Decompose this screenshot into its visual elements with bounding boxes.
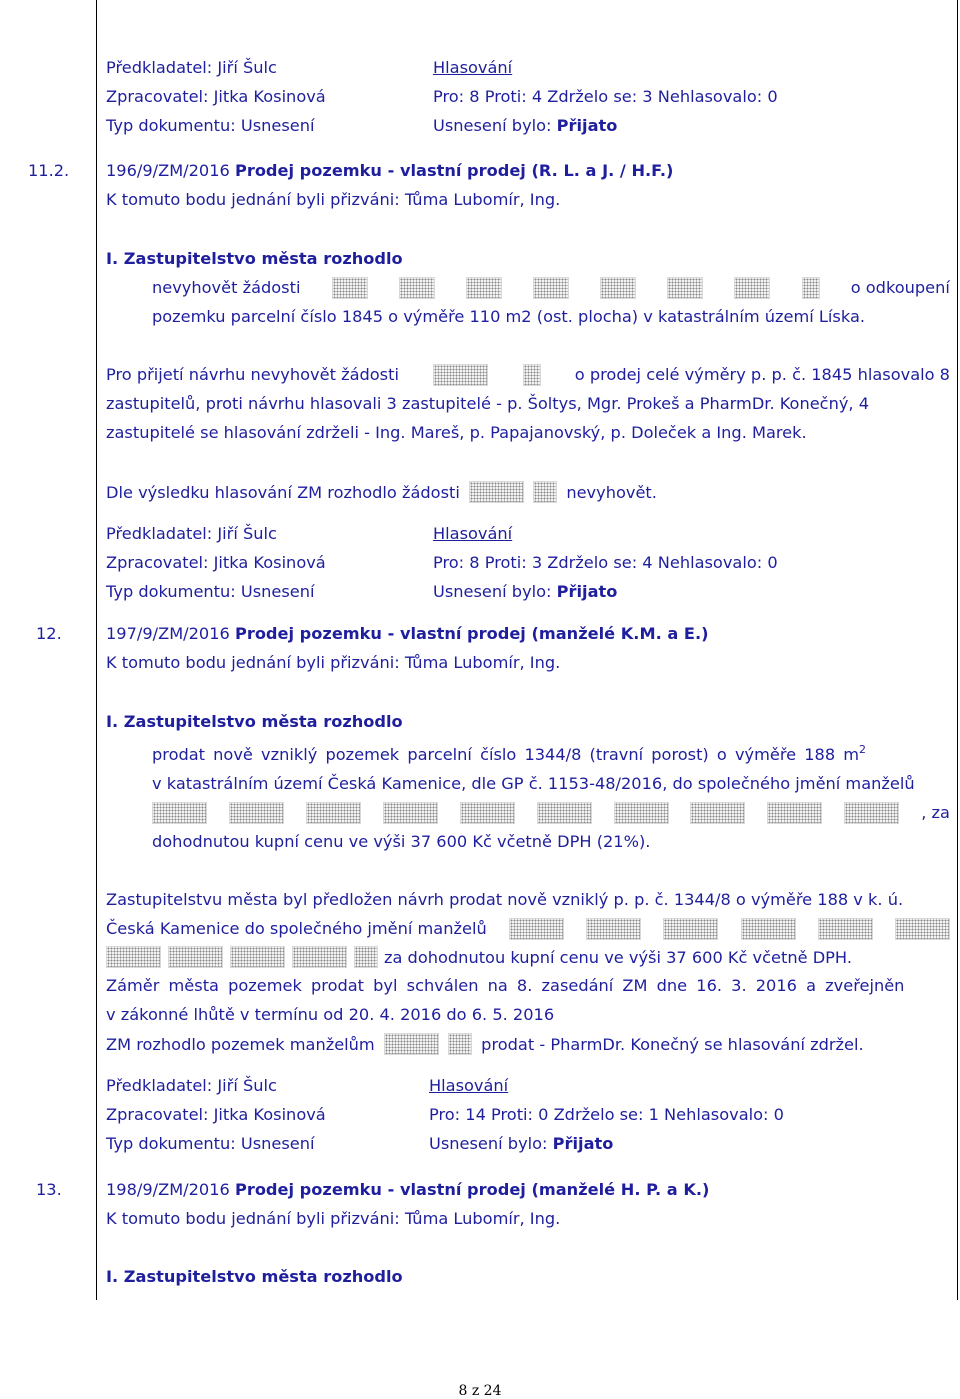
invited-persons: K tomuto bodu jednání byli přizváni: Tůma Lubomír, Ing. (106, 653, 561, 672)
redacted-block (292, 946, 347, 968)
vote-counts: Pro: 14 Proti: 0 Zdrželo se: 1 Nehlasovalo: 0 (429, 1105, 784, 1124)
superscript: 2 (859, 743, 867, 756)
resolution-line: prodat nově vzniklý pozemek parcelní číslo 1344/8 (travní porost) o výměře 188 $m^2$ (152, 743, 867, 764)
vote-note-text: za dohodnutou kupní cenu ve výši 37 600 Kč včetně DPH. (384, 948, 852, 967)
resolution-line: pozemku parcelní číslo 1845 o výměře 110 m2 (ost. plocha) v katastrálním území Líska. (152, 307, 866, 326)
hlasovani-link[interactable]: Hlasování (433, 524, 513, 543)
vote-note-line: Záměr města pozemek prodat byl schválen na 8. zasedání ZM dne 16. 3. 2016 a zveřejněn (106, 976, 905, 995)
item-number: 13. (36, 1180, 62, 1199)
vote-note-line (106, 946, 852, 969)
page-number: 8 z 24 (458, 1383, 502, 1399)
redacted-block (614, 802, 669, 824)
document-type: Typ dokumentu: Usnesení (106, 1134, 315, 1153)
left-border-line (96, 0, 97, 1300)
item-number: 11.2. (28, 161, 70, 180)
document-type: Typ dokumentu: Usnesení (106, 582, 315, 601)
item-heading: 196/9/ZM/2016 Prodej pozemku - vlastní prodej (R. L. a J. / H.F.) (106, 161, 674, 180)
vote-note-text: Pro přijetí návrhu nevyhovět žádosti (106, 365, 399, 384)
redacted-block (509, 918, 564, 940)
redacted-block (466, 277, 502, 299)
resolution-text: nevyhovět žádosti (152, 278, 301, 297)
redacted-block (332, 277, 368, 299)
redacted-block (523, 364, 541, 386)
redacted-block (168, 946, 223, 968)
resolution-line: dohodnutou kupní cenu ve výši 37 600 Kč včetně DPH (21%). (152, 832, 651, 851)
predkladatel-label: Předkladatel: Jiří Šulc (106, 524, 277, 543)
resolution-line (152, 802, 950, 824)
redacted-block (802, 277, 820, 299)
decision-heading: I. Zastupitelstvo města rozhodlo (106, 712, 403, 731)
redacted-block (600, 277, 636, 299)
invited-persons: K tomuto bodu jednání byli přizváni: Tůma Lubomír, Ing. (106, 1209, 561, 1228)
predkladatel-label: Předkladatel: Jiří Šulc (106, 1076, 277, 1095)
redacted-block (586, 918, 641, 940)
resolution-text: o odkoupení (850, 278, 950, 297)
vote-note-text: o prodej celé výměry p. p. č. 1845 hlasovalo 8 (574, 365, 950, 384)
redacted-block (383, 802, 438, 824)
item-title: Prodej pozemku - vlastní prodej (manželé H. P. a K.) (234, 1180, 710, 1199)
redacted-block (354, 946, 378, 968)
redacted-block (433, 364, 488, 386)
result-value: Přijato (556, 116, 618, 135)
resolution-line (152, 277, 950, 299)
vote-result-line: Dle výsledku hlasování ZM rozhodlo žádosti nevyhovět. (106, 483, 657, 502)
vote-note-line: v zákonné lhůtě v termínu od 20. 4. 2016 do 6. 5. 2016 (106, 1005, 555, 1024)
redacted-block (895, 918, 950, 940)
item-number: 12. (36, 624, 62, 643)
redacted-block (844, 802, 899, 824)
decision-heading: I. Zastupitelstvo města rozhodlo (106, 249, 403, 268)
document-type: Typ dokumentu: Usnesení (106, 116, 315, 135)
redacted-block (469, 481, 524, 503)
predkladatel-label: Předkladatel: Jiří Šulc (106, 58, 277, 77)
zpracovatel-label: Zpracovatel: Jitka Kosinová (106, 87, 326, 106)
resolution-line: v katastrálním území Česká Kamenice, dle GP č. 1153-48/2016, do společného jmění manželů (152, 774, 915, 793)
redacted-block (399, 277, 435, 299)
vote-note-line: Zastupitelstvu města byl předložen návrh prodat nově vzniklý p. p. č. 1344/8 o výměře 188 v k. ú. (106, 890, 904, 909)
vote-note-line (106, 364, 950, 386)
redacted-block (537, 802, 592, 824)
redacted-block (460, 802, 515, 824)
resolution-text: , za (921, 803, 950, 822)
redacted-block (230, 946, 285, 968)
item-title: Prodej pozemku - vlastní prodej (manželé K.M. a E.) (234, 624, 709, 643)
redacted-block (818, 918, 873, 940)
vote-counts: Pro: 8 Proti: 4 Zdrželo se: 3 Nehlasovalo: 0 (433, 87, 778, 106)
redacted-block (667, 277, 703, 299)
redacted-block (229, 802, 284, 824)
redacted-block (533, 277, 569, 299)
item-heading: 197/9/ZM/2016 Prodej pozemku - vlastní prodej (manželé K.M. a E.) (106, 624, 709, 643)
redacted-block (533, 481, 557, 503)
right-border-line (957, 0, 958, 1300)
redacted-block (663, 918, 718, 940)
invited-persons: K tomuto bodu jednání byli přizváni: Tůma Lubomír, Ing. (106, 190, 561, 209)
resolution-status: Usnesení bylo: Přijato (429, 1134, 614, 1153)
hlasovani-link[interactable]: Hlasování (429, 1076, 509, 1095)
resolution-status: Usnesení bylo: Přijato (433, 116, 618, 135)
redacted-block (741, 918, 796, 940)
redacted-block (448, 1033, 472, 1055)
item-heading: 198/9/ZM/2016 Prodej pozemku - vlastní prodej (manželé H. P. a K.) (106, 1180, 710, 1199)
vote-note-line: zastupitelů, proti návrhu hlasovali 3 zastupitelé - p. Šoltys, Mgr. Prokeš a PharmDr. Konečný, 4 (106, 394, 870, 413)
redacted-block (306, 802, 361, 824)
hlasovani-link[interactable]: Hlasování (433, 58, 513, 77)
redacted-block (106, 946, 161, 968)
vote-note-line: zastupitelé se hlasování zdrželi - Ing. Mareš, p. Papajanovský, p. Doleček a Ing. Marek. (106, 423, 807, 442)
redacted-block (384, 1033, 439, 1055)
redacted-block (734, 277, 770, 299)
redacted-block (767, 802, 822, 824)
result-value: Přijato (556, 582, 618, 601)
zpracovatel-label: Zpracovatel: Jitka Kosinová (106, 1105, 326, 1124)
resolution-status: Usnesení bylo: Přijato (433, 582, 618, 601)
result-value: Přijato (552, 1134, 614, 1153)
item-title: Prodej pozemku - vlastní prodej (R. L. a J. / H.F.) (234, 161, 674, 180)
redacted-block (690, 802, 745, 824)
vote-note-text: Česká Kamenice do společného jmění manželů (106, 919, 487, 938)
vote-note-line: ZM rozhodlo pozemek manželům prodat - PharmDr. Konečný se hlasování zdržel. (106, 1035, 864, 1054)
vote-counts: Pro: 8 Proti: 3 Zdrželo se: 4 Nehlasovalo: 0 (433, 553, 778, 572)
decision-heading: I. Zastupitelstvo města rozhodlo (106, 1267, 403, 1286)
redacted-block (152, 802, 207, 824)
vote-note-line (106, 918, 950, 940)
zpracovatel-label: Zpracovatel: Jitka Kosinová (106, 553, 326, 572)
